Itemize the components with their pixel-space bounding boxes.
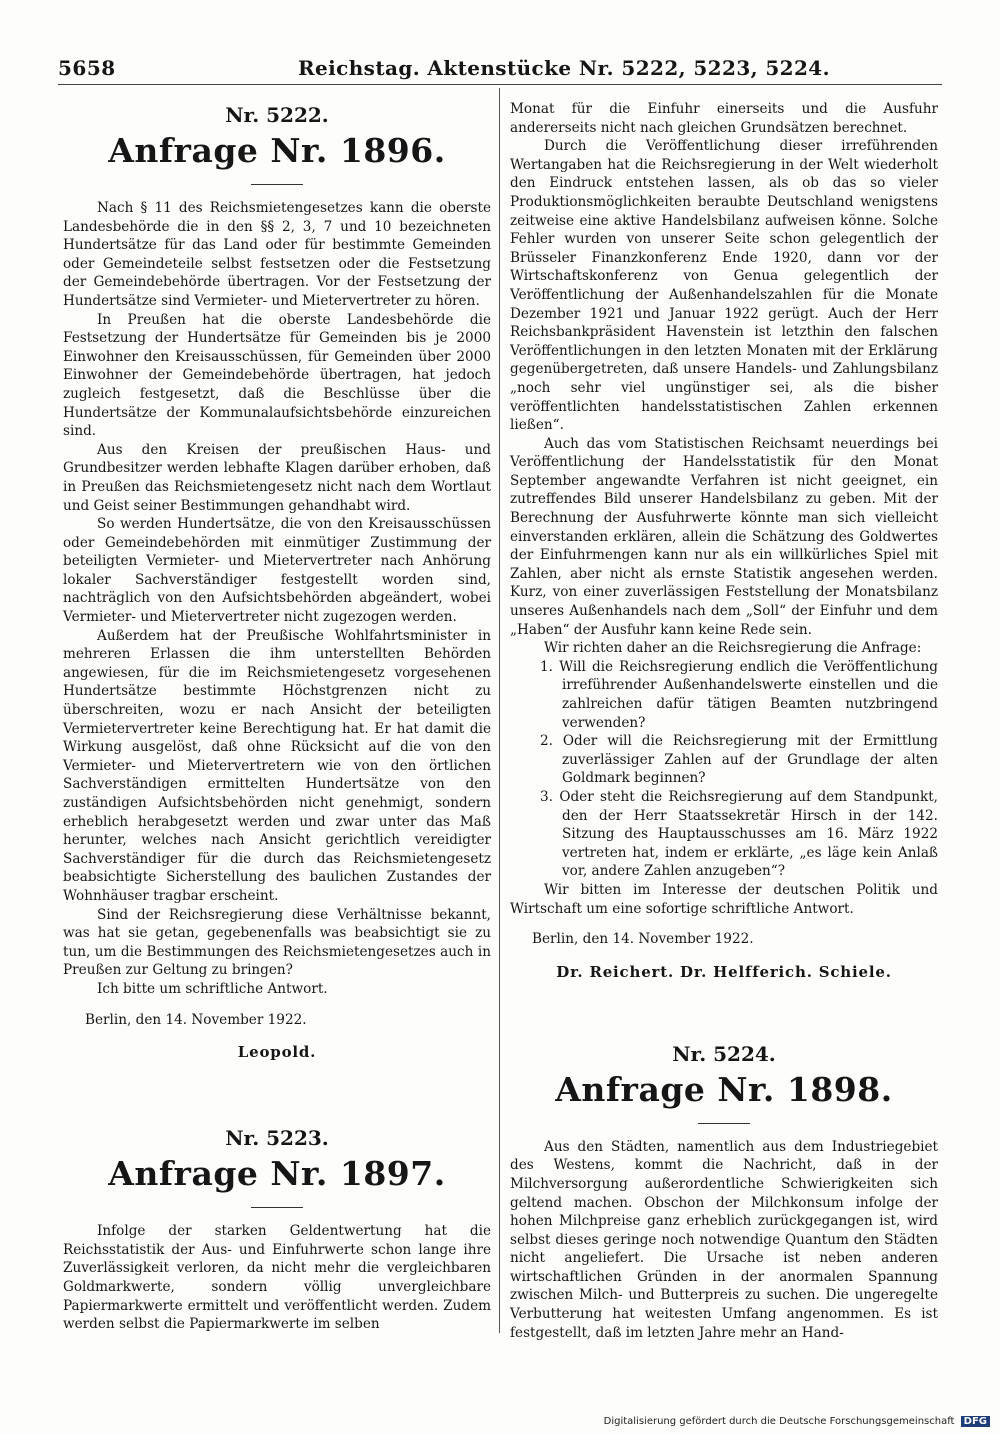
running-title: Reichstag. Aktenstücke Nr. 5222, 5223, 5224. (298, 56, 830, 80)
place-date: Berlin, den 14. November 1922. (85, 1011, 307, 1028)
paragraph: Nach § 11 des Reichsmietengesetzes kann die oberste Landesbehörde die in den §§ 2, 3, 7 und 10 bezeichneten Hundertsätze für das Land oder für bestimmte Gemeinden oder Gemeindeteile selbst festsetzen oder die Festsetzung der Gemeindebehörde übertragen. Vor der Festsetzung der Hundertsätze sind Vermieter- und Mietervertreter zu hören. (63, 200, 491, 309)
section-number-5224: Nr. 5224. (672, 1041, 776, 1066)
paragraph: Aus den Städten, namentlich aus dem Industriegebiet des Westens, kommt die Nachricht, daß in der Milchversorgung außerordentliche Schwierigkeiten sich geltend machen. Obschon der Milchkonsum infolge der hohen Milchpreise ganz erheblich zurückgegangen ist, wird selbst dieses geringe noch notwendige Quantum den Städten nicht angeliefert. Die Ursache ist neben anderen wirtschaftlichen Gründen in der anormalen Spannung zwischen Milch- und Butterpreis zu suchen. Die ungeregelte Verbutterung hat weitesten Umfang angenommen. Es ist festgestellt, daß im letzten Jahre mehr an Hand- (510, 1138, 938, 1341)
section-number-5222: Nr. 5222. (225, 103, 329, 127)
paragraph: Wir richten daher an die Reichsregierung die Anfrage: (544, 640, 922, 657)
page-header (0, 56, 1000, 86)
paragraph: Wir bitten im Interesse der deutschen Politik und Wirtschaft um eine sofortige schriftliche Antwort. (510, 881, 938, 917)
title-separator (698, 1123, 750, 1124)
page-number: 5658 (58, 56, 116, 80)
section-title-1897: Anfrage Nr. 1897. (108, 1154, 446, 1194)
paragraph: So werden Hundertsätze, die von den Kreisausschüssen oder Gemeindebehörden mit einmütiger Zustimmung der beteiligten Vermieter- und Mietervertreter nach Anhörung lokaler Sachverständiger festgestellt worden sind, nachträglich von den Aufsichtsbehörden abgeändert, wobei Vermieter- und Mietervertreter nicht zugezogen werden. (63, 516, 491, 626)
signature: Dr. Reichert. Dr. Helfferich. Schiele. (556, 962, 892, 981)
column-divider (499, 88, 500, 1333)
section-title-1898: Anfrage Nr. 1898. (555, 1069, 893, 1109)
paragraph: Infolge der starken Geldentwertung hat die Reichsstatistik der Aus- und Einfuhrwerte schon lange ihre Zuverlässigkeit verloren, da nicht mehr die vergleichbaren Goldmarkwerte, sondern völlig unvergleichbare Papiermarkwerte ermittelt und veröffentlicht werden. Zudem werden selbst die Papiermarkwerte im selben (63, 1223, 491, 1333)
paragraph: Ich bitte um schriftliche Antwort. (97, 980, 328, 997)
section-title-1896: Anfrage Nr. 1896. (108, 131, 446, 170)
paragraph: Aus den Kreisen der preußischen Haus- und Grundbesitzer werden lebhafte Klagen darüber erhoben, daß in Preußen das Reichsmietengesetz nicht nach dem Wortlaut und Geist seiner Bestimmungen gehandhabt wird. (63, 441, 491, 514)
right-column (510, 100, 938, 1342)
signature: Leopold. (237, 1043, 317, 1062)
place-date: Berlin, den 14. November 1922. (532, 931, 754, 948)
paragraph: In Preußen hat die oberste Landesbehörde die Festsetzung der Hundertsätze für Gemeinden bis je 2000 Einwohner den Kreisausschüssen, für Gemeinden über 2000 Einwohner der Gemeindebehörde übertragen, hat jedoch zugleich festgesetzt, daß die Beschlüsse über die Hundertsätze der Kommunalaufsichtsbehörde einzureichen sind. (63, 311, 491, 440)
title-separator (251, 184, 303, 185)
paragraph: Auch das vom Statistischen Reichsamt neuerdings bei Veröffentlichung der Handelsstatistik für den Monat September angewandte Verfahren ist nicht geeignet, ein zutreffendes Bild unserer Handelsbilanz zu geben. Mit der Berechnung der Ausfuhrwerte könnte man sich vielleicht einverstanden erklären, allein die Schätzung des Goldwertes der Einfuhrmengen kann nur als ein willkürliches Spiel mit Zahlen, aber nicht als ernste Statistik angesehen werden. Kurz, von einer zuverlässigen Feststellung der Monatsbilanz unseres Außenhandels nach dem „Soll“ der Einfuhr und dem „Haben“ der Ausfuhr kann keine Rede sein. (510, 435, 938, 638)
question-item: 1. Will die Reichsregierung endlich die Veröffentlichung irreführender Außenhandelswerte einstellen und die zahlreichen dafür tätigen Beamten nutzbringend verwenden? (540, 658, 938, 731)
digitization-credit (604, 1416, 990, 1427)
paragraph: Sind der Reichsregierung diese Verhältnisse bekannt, was hat sie getan, gegebenenfalls was beabsichtigt sie zu tun, um die Bestimmungen des Reichsmietengesetzes auch in Preußen zur Geltung zu bringen? (63, 906, 491, 979)
title-separator (251, 1207, 303, 1208)
paragraph: Außerdem hat der Preußische Wohlfahrtsminister in mehreren Erlassen die ihm unterstellten Behörden angewiesen, für die im Reichsmietengesetz vorgesehenen Hundertsätze bestimmte Höchstgrenzen nicht zu überschreiten, wozu er nach Ansicht der beteiligten Vermietervertreter keine Berechtigung hat. Er hat damit die Wirkung ausgelöst, daß ohne Rücksicht auf die von den Vermieter- und Mietervertretern wie von den örtlichen Sachverständigen ermittelten Hundertsätze von den zuständigen Aufsichtsbehörden nicht genehmigt, sondern erheblich herabgesetzt werden und zwar unter das Maß herunter, welches nach Ansicht gerichtlich vereidigter Sachverständiger für die durch das Reichsmietengesetz beabsichtigte Sicherstellung des baulichen Zustandes der Wohnhäuser tragbar erscheint. (63, 627, 491, 904)
left-column (63, 102, 491, 1334)
question-item: 3. Oder steht die Reichsregierung auf dem Standpunkt, den der Herr Staatssekretär Hirsch in der 142. Sitzung des Hauptausschusses am 16. März 1922 vertreten hat, indem er erklärte, „es läge kein Anlaß vor, andere Zahlen anzugeben“? (540, 788, 938, 880)
paragraph: Durch die Veröffentlichung dieser irreführenden Wertangaben hat die Reichsregierung in der Welt wiederholt den Eindruck entstehen lassen, als ob das so vieler Produktionsmöglichkeiten beraubte Deutschland wenigstens zeitweise eine aktive Handelsbilanz aufweisen könne. Solche Fehler wurden von unserer Seite schon gelegentlich der Brüsseler Finanzkonferenz Ende 1920, dann vor der Wirtschaftskonferenz von Genua gelegentlich der Veröffentlichung der Außenhandelszahlen für die Monate Dezember 1921 und Januar 1922 gerügt. Auch der Herr Reichsbankpräsident Havenstein ist letzthin den falschen Veröffentlichungen in den letzten Monaten mit der Erklärung gegenübergetreten, daß unsere Handels- und Zahlungsbilanz „noch sehr viel ungünstiger sei, als die bisher veröffentlichten handelsstatistischen Zahlen erkennen ließen“. (510, 138, 938, 434)
section-number-5223: Nr. 5223. (225, 1126, 329, 1151)
dfg-logo: DFG (961, 1416, 990, 1427)
credit-text: Digitalisierung gefördert durch die Deutsche Forschungsgemeinschaft (603, 1416, 955, 1427)
header-rule (58, 84, 942, 85)
paragraph: Monat für die Einfuhr einerseits und die Ausfuhr andererseits nicht nach gleichen Grundsätzen berechnet. (510, 101, 938, 136)
question-item: 2. Oder will die Reichsregierung mit der Ermittlung zuverlässiger Zahlen auf der Grundlage der alten Goldmark beginnen? (540, 733, 938, 787)
